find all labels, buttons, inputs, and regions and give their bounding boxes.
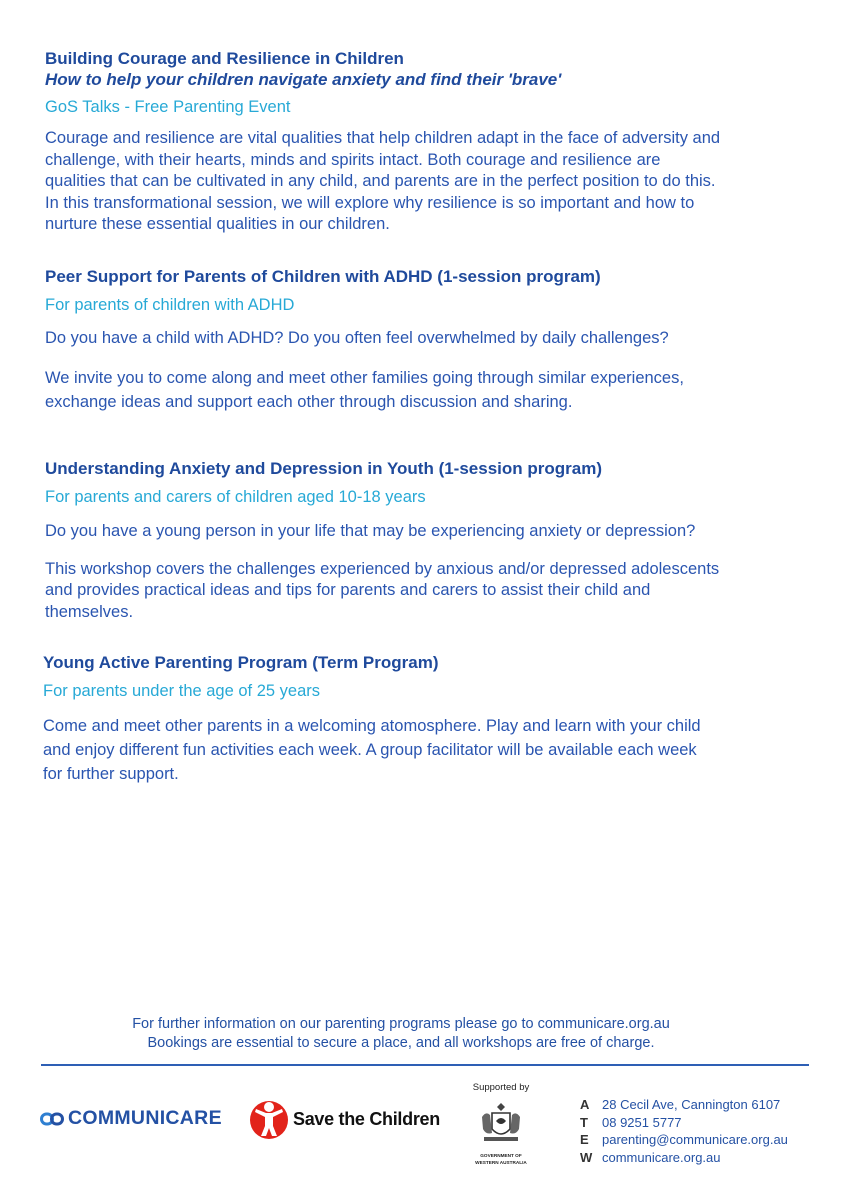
section-anxiety	[45, 458, 815, 623]
section-courage	[45, 48, 815, 236]
footer-booking: Bookings are essential to secure a place, and all workshops are free of charge.	[147, 1035, 655, 1051]
body-line: and provides practical ideas and tips for parents and carers to assist their child and	[45, 581, 651, 599]
footer-divider	[41, 1064, 809, 1066]
body-line: themselves.	[45, 602, 134, 621]
save-the-children-logo	[249, 1098, 440, 1140]
body-line: and enjoy different fun activities each week. A group facilitator will be available each week	[43, 741, 697, 759]
contact-email[interactable]: E parenting@communicare.org.au	[580, 1132, 788, 1147]
section-title: Understanding Anxiety and Depression in Youth (1-session program)	[45, 459, 602, 478]
footer-info: For further information on our parenting programs please go to communicare.org.au	[132, 1016, 670, 1032]
body-line: nurture these essential qualities in our children.	[45, 215, 390, 233]
section-tag: For parents and carers of children aged 10-18 years	[45, 488, 426, 506]
gov-name-line: GOVERNMENT OF	[480, 1153, 522, 1158]
gov-name-line: WESTERN AUSTRALIA	[475, 1159, 527, 1165]
section-question: Do you have a young person in your life that may be experiencing anxiety or depression?	[45, 522, 696, 540]
contact-website[interactable]: W communicare.org.au	[580, 1149, 721, 1165]
save-the-children-wordmark: Save the Children	[293, 1108, 440, 1129]
section-title: Building Courage and Resilience in Children	[45, 49, 404, 68]
contact-block	[580, 1096, 788, 1166]
section-adhd	[45, 266, 815, 414]
contact-phone: T 08 9251 5777	[580, 1114, 682, 1130]
section-body	[45, 366, 815, 414]
communicare-logo	[40, 1107, 222, 1130]
coat-of-arms-icon	[478, 1099, 524, 1147]
body-line: We invite you to come along and meet other families going through similar experiences,	[45, 368, 684, 387]
section-tag: GoS Talks - Free Parenting Event	[45, 98, 291, 116]
body-line: qualities that can be cultivated in any child, and parents are in the perfect position to do this.	[45, 172, 716, 190]
government-wa-logo	[470, 1082, 532, 1165]
body-line: In this transformational session, we will explore why resilience is so important and how to	[45, 193, 695, 212]
section-tag: For parents of children with ADHD	[45, 296, 295, 314]
body-line: for further support.	[43, 765, 179, 783]
section-title: Young Active Parenting Program (Term Program)	[43, 653, 439, 672]
chain-link-icon	[40, 1112, 64, 1126]
section-body	[45, 559, 815, 624]
child-figure-icon	[249, 1098, 289, 1140]
body-line: challenge, with their hearts, minds and spirits intact. Both courage and resilience are	[45, 150, 661, 169]
section-body	[43, 714, 813, 786]
contact-address: A 28 Cecil Ave, Cannington 6107	[580, 1097, 781, 1112]
body-line: exchange ideas and support each other through discussion and sharing.	[45, 392, 573, 411]
body-line: Come and meet other parents in a welcoming atomosphere. Play and learn with your child	[43, 717, 701, 735]
body-line: This workshop covers the challenges experienced by anxious and/or depressed adolescents	[45, 559, 720, 578]
supported-by-label: Supported by	[472, 1082, 530, 1093]
section-tag: For parents under the age of 25 years	[43, 682, 321, 700]
body-line: Courage and resilience are vital qualities that help children adapt in the face of adversity and	[45, 129, 721, 147]
section-young-parenting	[43, 652, 813, 786]
section-subtitle: How to help your children navigate anxiety and find their 'brave'	[45, 70, 562, 89]
section-title: Peer Support for Parents of Children with ADHD (1-session program)	[45, 267, 601, 286]
communicare-wordmark: COMMUNICARE	[68, 1107, 222, 1129]
section-question: Do you have a child with ADHD? Do you often feel overwhelmed by daily challenges?	[45, 329, 669, 347]
section-body	[45, 128, 815, 236]
